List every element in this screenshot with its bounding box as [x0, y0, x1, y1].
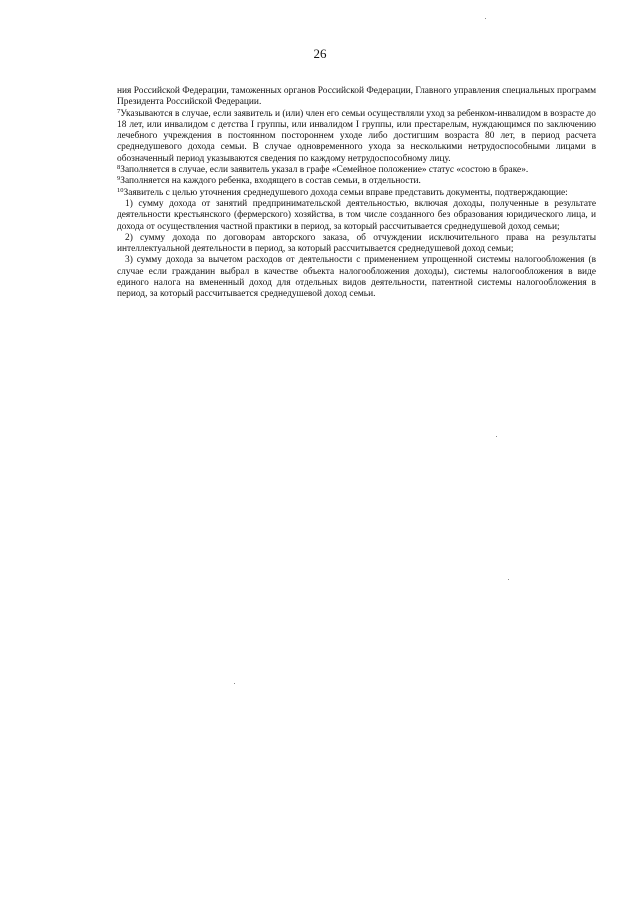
footnote-9: [117, 176, 596, 187]
scan-speck: [234, 683, 235, 684]
scan-speck: [496, 436, 497, 437]
footnote-10: [117, 188, 596, 199]
scan-speck: [508, 579, 509, 580]
footnote-marker: 7: [117, 107, 121, 115]
list-item-2: [117, 233, 596, 256]
footnote-text: Заполняется в случае, если заявитель указал в графе «Семейное положение» статус «состою в браке».: [120, 165, 529, 176]
paragraph-text: ния Российской Федерации, таможенных органов Российской Федерации, Главного управления специальных программ Президента Российской Федерации.: [117, 86, 596, 108]
footnote-text: Заявитель с целью уточнения среднедушевого дохода семьи вправе представить документы, подтверждающие:: [123, 187, 568, 198]
page-number: 26: [313, 46, 327, 61]
footnote-7: [117, 109, 596, 165]
footnotes-block: [117, 86, 596, 301]
scan-speck: [485, 18, 486, 19]
list-item-text: 3) сумму дохода за вычетом расходов от деятельности с применением упрощенной системы налогообложения (в случае если гражданин выбрал в качестве объекта налогообложения доходы), системы налогообложения в виде единого налога на вмененный доход для отдельных видов деятельности, патентной системы налогообложения в период, за который рассчитывается среднедушевой доход семьи.: [117, 255, 596, 300]
footnote-text: Заполняется на каждого ребенка, входящего в состав семьи, в отдельности.: [120, 176, 421, 187]
paragraph-continuation: [117, 86, 596, 109]
list-item-1: [117, 199, 596, 233]
footnote-marker: 8: [117, 164, 121, 172]
footnote-marker: 10: [117, 186, 124, 194]
footnote-8: [117, 165, 596, 176]
list-item-text: 1) сумму дохода от занятий предпринимательской деятельностью, включая доходы, полученные в результате деятельности крестьянского (фермерского) хозяйства, в том числе созданного без образования юридического лица, и дохода от осуществления частной практики в период, за который рассчитывается среднедушевой доход семьи;: [117, 198, 596, 232]
footnote-text: Указываются в случае, если заявитель и (или) член его семьи осуществляли уход за ребенком-инвалидом в возрасте до 18 лет, или инвалидом с детства I группы, или инвалидом I группы, или престарелым, нуждающимся по заключению лечебного учреждения в постоянном постороннем уходе либо достигшим возраста 80 лет, в период расчета среднедушевого дохода семьи. В случае одновременного ухода за несколькими нетрудоспособными лицами в обозначенный период указываются сведения по каждому нетрудоспособному лицу.: [117, 108, 596, 164]
footnote-marker: 9: [117, 175, 121, 183]
list-item-text: 2) сумму дохода по договорам авторского заказа, об отчуждении исключительного права на результаты интеллектуальной деятельности в период, за который рассчитывается среднедушевой доход семьи;: [117, 232, 596, 255]
list-item-3: [117, 255, 596, 300]
